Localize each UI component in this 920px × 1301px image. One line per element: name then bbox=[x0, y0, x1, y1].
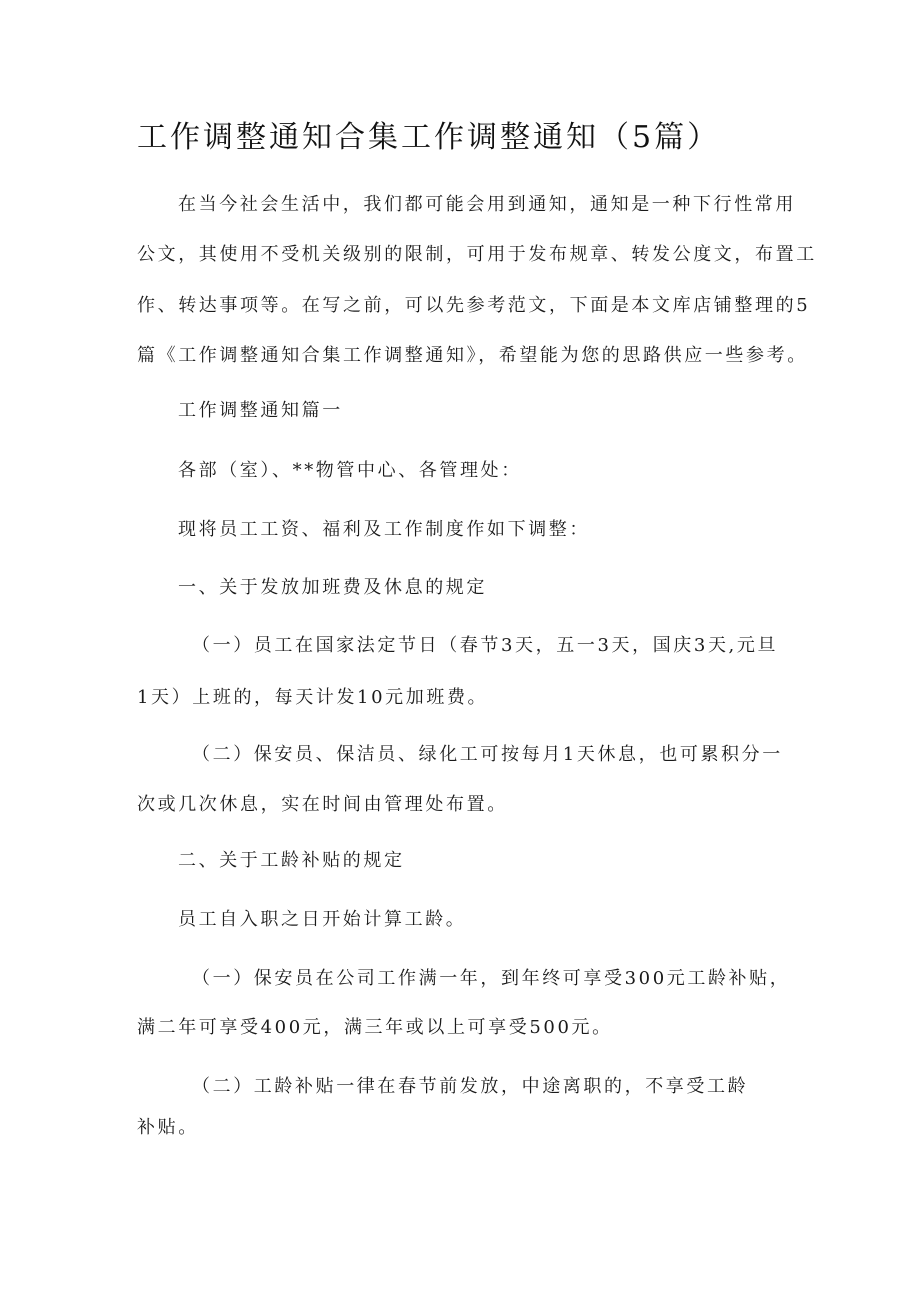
intro-line-4: 篇《工作调整通知合集工作调整通知》，希望能为您的思路供应一些参考。 bbox=[137, 345, 808, 366]
intro-line-1: 在当今社会生活中，我们都可能会用到通知，通知是一种下行性常用 bbox=[178, 194, 796, 215]
part1-item2-line2: 次或几次休息，实在时间由管理处布置。 bbox=[137, 794, 508, 815]
page-title: 工作调整通知合集工作调整通知（5篇） bbox=[137, 120, 721, 155]
part1-heading: 一、关于发放加班费及休息的规定 bbox=[178, 577, 487, 598]
lead-paragraph: 现将员工工资、福利及工作制度作如下调整： bbox=[178, 519, 590, 540]
part2-item1-line1: （一）保安员在公司工作满一年，到年终可享受300元工龄补贴， bbox=[192, 968, 791, 989]
intro-line-3: 作、转达事项等。在写之前，可以先参考范文，下面是本文库店铺整理的5 bbox=[137, 295, 811, 316]
part2-item1-line2: 满二年可享受400元，满三年或以上可享受500元。 bbox=[137, 1017, 613, 1038]
part2-item2-line1: （二）工龄补贴一律在春节前发放，中途离职的，不享受工龄 bbox=[192, 1076, 749, 1097]
part1-item1-line2: 1天）上班的，每天计发10元加班费。 bbox=[137, 687, 489, 708]
part1-item2-line1: （二）保安员、保洁员、绿化工可按每月1天休息，也可累积分一 bbox=[192, 744, 783, 765]
part2-heading: 二、关于工龄补贴的规定 bbox=[178, 850, 405, 871]
part2-lead: 员工自入职之日开始计算工龄。 bbox=[178, 909, 467, 930]
part1-item1-line1: （一）员工在国家法定节日（春节3天，五一3天，国庆3天,元旦 bbox=[192, 635, 779, 656]
intro-line-2: 公文，其使用不受机关级别的限制，可用于发布规章、转发公度文，布置工 bbox=[137, 244, 817, 265]
section-heading: 工作调整通知篇一 bbox=[178, 400, 343, 421]
salutation: 各部（室）、**物管中心、各管理处： bbox=[178, 460, 522, 481]
part2-item2-line2: 补贴。 bbox=[137, 1117, 199, 1138]
